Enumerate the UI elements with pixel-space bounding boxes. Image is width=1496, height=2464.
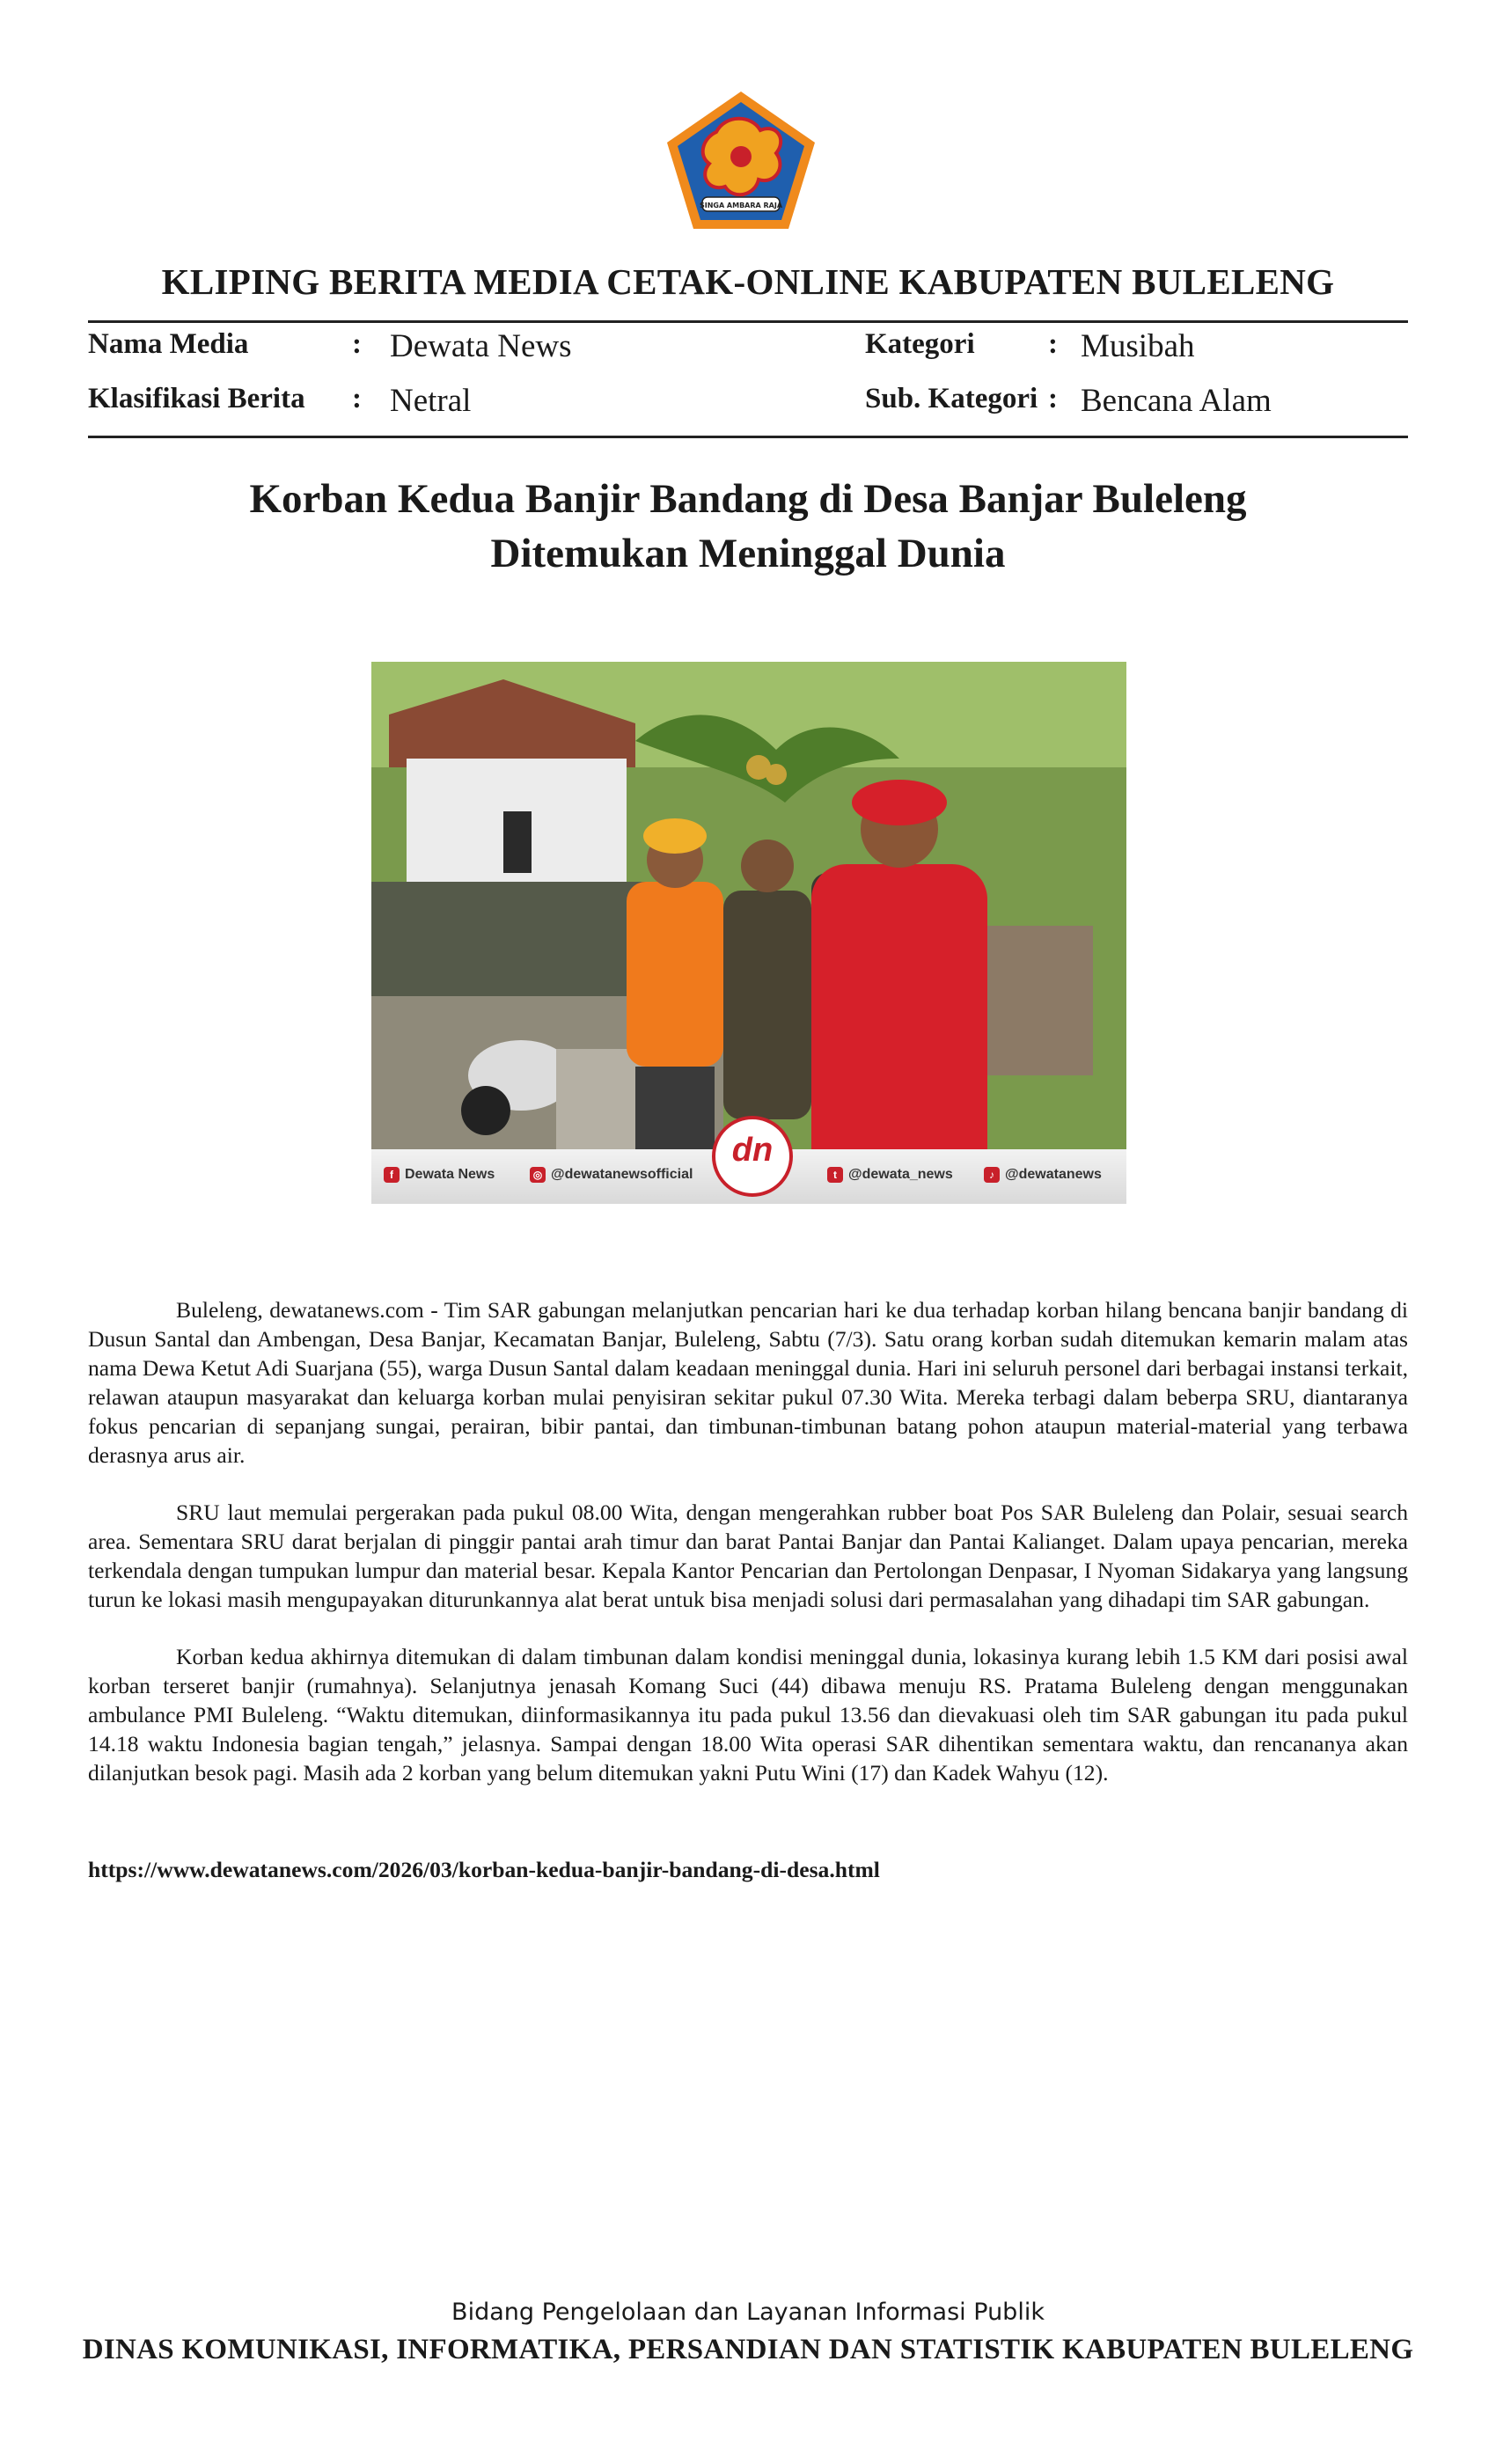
tiktok-icon: ♪ xyxy=(984,1167,1000,1183)
klasifikasi-label: Klasifikasi Berita xyxy=(88,383,305,414)
twitter-handle xyxy=(827,1167,953,1183)
logo-motto: SINGA AMBARA RAJA xyxy=(699,202,783,209)
social-media-bar xyxy=(371,1132,1126,1204)
footer-subtitle: Bidang Pengelolaan dan Layanan Informasi Publik xyxy=(451,2299,1045,2326)
klasifikasi-colon: : xyxy=(352,383,362,414)
footer-agency: DINAS KOMUNIKASI, INFORMATIKA, PERSANDIAN DAN STATISTIK KABUPATEN BULELENG xyxy=(82,2334,1414,2365)
instagram-handle xyxy=(530,1167,693,1183)
media-label: Nama Media xyxy=(88,328,249,360)
facebook-handle xyxy=(384,1167,495,1183)
tiktok-handle-text: @dewatanews xyxy=(1005,1167,1102,1182)
subkategori-label: Sub. Kategori xyxy=(865,383,1038,414)
article-paragraph: Buleleng, dewatanews.com - Tim SAR gabungan melanjutkan pencarian hari ke dua terhadap korban hilang bencana banjir bandang di Dusun Santal dan Ambengan, Desa Banjar, Kecamatan Banjar, Buleleng, Sabtu (7/3). Satu orang korban sudah ditemukan kemarin malam atas nama Dewa Ketut Adi Suarjana (55), warga Dusun Santal dalam keadaan meninggal dunia. Hari ini seluruh personel dari berbagai instansi terkait, relawan ataupun masyarakat dan keluarga korban mulai penyisiran sekitar pukul 07.30 Wita. Mereka terbagi dalam beberpa SRU, diantaranya fokus pencarian di sepanjang sungai, perairan, bibir pantai, dan timbunan-timbunan batang pohon ataupun material-material yang terbawa derasnya arus air. xyxy=(88,1297,1408,1468)
twitter-handle-text: @dewata_news xyxy=(848,1167,953,1182)
article-headline xyxy=(132,472,1364,581)
media-value: Dewata News xyxy=(390,328,572,364)
dewata-news-badge xyxy=(712,1116,793,1197)
twitter-icon: t xyxy=(827,1167,843,1183)
media-colon: : xyxy=(352,328,362,360)
meta-bottom-rule xyxy=(88,436,1408,438)
source-url-link[interactable]: https://www.dewatanews.com/2026/03/korban-kedua-banjir-bandang-di-desa.html xyxy=(88,1857,880,1882)
subkategori-value: Bencana Alam xyxy=(1081,383,1272,419)
article-paragraph: SRU laut memulai pergerakan pada pukul 08.00 Wita, dengan mengerahkan rubber boat Pos SAR Buleleng dan Polair, sesuai search area. Sementara SRU darat berjalan di pinggir pantai arah timur dan barat Pantai Banjar dan Pantai Kalianget. Dalam upaya pencarian, mereka terkendala dengan tumpukan lumpur dan material besar. Kepala Kantor Pencarian dan Pertolongan Denpasar, I Nyoman Sidakarya yang langsung turun ke lokasi masih mengupayakan diturunkannya alat berat untuk bisa menjadi solusi dari permasalahan yang dihadapi tim SAR gabungan. xyxy=(88,1500,1408,1612)
instagram-icon: ◎ xyxy=(530,1167,546,1183)
instagram-handle-text: @dewatanewsofficial xyxy=(551,1167,693,1182)
headline-line-2: Ditemukan Meninggal Dunia xyxy=(490,531,1006,576)
kliping-title: KLIPING BERITA MEDIA CETAK-ONLINE KABUPATEN BULELENG xyxy=(161,261,1335,302)
headline-line-1: Korban Kedua Banjir Bandang di Desa Banjar Buleleng xyxy=(249,476,1247,522)
tiktok-handle xyxy=(984,1167,1102,1183)
facebook-handle-text: Dewata News xyxy=(405,1167,495,1182)
buleleng-regency-logo xyxy=(664,88,818,234)
klasifikasi-value: Netral xyxy=(390,383,472,419)
article-body xyxy=(88,1295,1408,1815)
subkategori-colon: : xyxy=(1048,383,1058,414)
kategori-value: Musibah xyxy=(1081,328,1195,364)
article-photo xyxy=(371,662,1126,1204)
kategori-colon: : xyxy=(1048,328,1058,360)
article-paragraph: Korban kedua akhirnya ditemukan di dalam timbunan dalam kondisi meninggal dunia, lokasinya kurang lebih 1.5 KM dari posisi awal korban terseret banjir (rumahnya). Selanjutnya jenasah Komang Suci (44) dibawa menuju RS. Pratama Buleleng dengan menggunakan ambulance PMI Buleleng. “Waktu ditemukan, diinformasikannya itu pada pukul 13.56 dan dievakuasi oleh tim SAR gabungan itu pada pukul 14.18 waktu Indonesia bagian tengah,” jelasnya. Sampai dengan 18.00 Wita operasi SAR dihentikan sementara waktu, dan rencananya akan dilanjutkan besok pagi. Masih ada 2 korban yang belum ditemukan yakni Putu Wini (17) dan Kadek Wahyu (12). xyxy=(88,1644,1408,1786)
kategori-label: Kategori xyxy=(865,328,975,360)
dn-badge-text: dn xyxy=(731,1132,774,1169)
top-rule xyxy=(88,320,1408,323)
facebook-icon: f xyxy=(384,1167,400,1183)
